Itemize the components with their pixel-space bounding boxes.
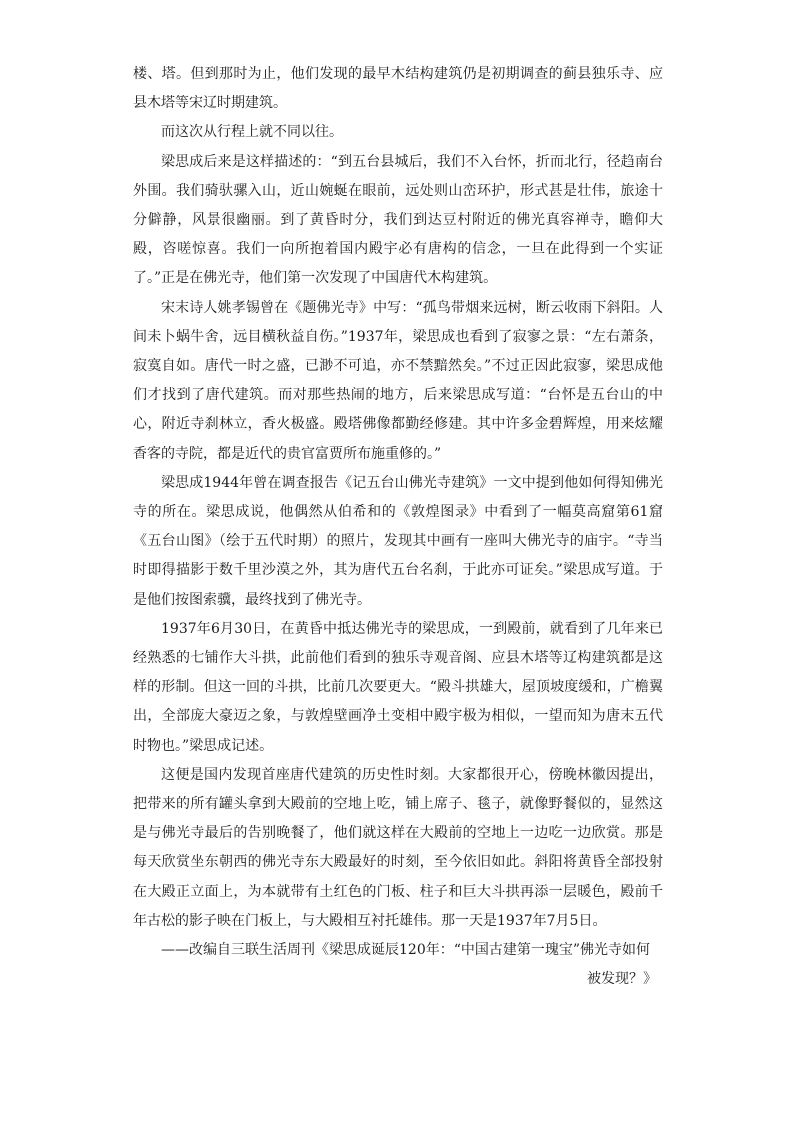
- source-citation-tail: 被发现？》: [587, 971, 657, 988]
- paragraph-4: 宋末诗人姚孝锡曾在《题佛光寺》中写：“孤鸟带烟来远树，断云收雨下斜阳。人间未卜蜗牛舍，远目横秋益自伤。”1937年，梁思成也看到了寂寥之景：“左右萧条，寂寞自如。唐代一时之盛，已渺不可追，亦不禁黯然矣。”不过正因此寂寥，梁思成他们才找到了唐代建筑。而对那些热闹的地方，后来梁思成写道：“台怀是五台山的中心，附近寺刹林立，香火极盛。殿塔佛像都勤经修建。其中许多金碧辉煌，用来炫耀香客的寺院，都是近代的贵官富贾所布施重修的。”: [133, 299, 663, 462]
- paragraph-6: 1937年6月30日，在黄昏中抵达佛光寺的梁思成，一到殿前，就看到了几年来已经熟悉的七铺作大斗拱，此前他们看到的独乐寺观音阁、应县木塔等辽构建筑都是这样的形制。但这一回的斗拱，比前几次要更大。“殿斗拱雄大，屋顶坡度缓和，广檐翼出，全部庞大豪迈之象，与敦煌壁画净土变相中殿宇极为相似，一望而知为唐末五代时物也。”梁思成记述。: [133, 620, 663, 754]
- source-citation: ——改编自三联生活周刊《梁思成诞辰120年：“中国古建第一瑰宝”佛光寺如何: [161, 942, 651, 959]
- paragraph-1: 楼、塔。但到那时为止，他们发现的最早木结构建筑仍是初期调查的蓟县独乐寺、应县木塔等宋辽时期建筑。: [133, 66, 663, 112]
- paragraph-3: 梁思成后来是这样描述的：“到五台县城后，我们不入台怀，折而北行，径趋南台外围。我们骑驮骡入山，近山婉蜒在眼前，远处则山峦环护，形式甚是壮伟，旅途十分僻静，风景很幽丽。到了黄昏时分，我们到达豆村附近的佛光真容禅寺，瞻仰大殿，咨嗟惊喜。我们一向所抱着国内殿宇必有唐构的信念，一旦在此得到一个实证了。”正是在佛光寺，他们第一次发现了中国唐代木构建筑。: [133, 153, 663, 287]
- paragraph-2: 而这次从行程上就不同以往。: [161, 124, 343, 141]
- paragraph-7: 这便是国内发现首座唐代建筑的历史性时刻。大家都很开心，傍晚林徽因提出，把带来的所有罐头拿到大殿前的空地上吃，铺上席子、毯子，就像野餐似的，显然这是与佛光寺最后的告别晚餐了，他们就这样在大殿前的空地上一边吃一边欣赏。那是每天欣赏坐东朝西的佛光寺东大殿最好的时刻，至今依旧如此。斜阳将黄昏全部投射在大殿正立面上，为本就带有土红色的门板、柱子和巨大斗拱再添一层暖色，殿前千年古松的影子映在门板上，与大殿相互衬托雄伟。那一天是1937年7月5日。: [133, 766, 663, 929]
- article-body: [133, 60, 663, 995]
- paragraph-5: 梁思成1944年曾在调查报告《记五台山佛光寺建筑》一文中提到他如何得知佛光寺的所在。梁思成说，他偶然从伯希和的《敦煌图录》中看到了一幅莫高窟第61窟《五台山图》（绘于五代时期）的照片，发现其中画有一座叫大佛光寺的庙宇。“寺当时即得描影于数千里沙漠之外，其为唐代五台名刹，于此亦可证矣。”梁思成写道。于是他们按图索骥，最终找到了佛光寺。: [133, 474, 663, 608]
